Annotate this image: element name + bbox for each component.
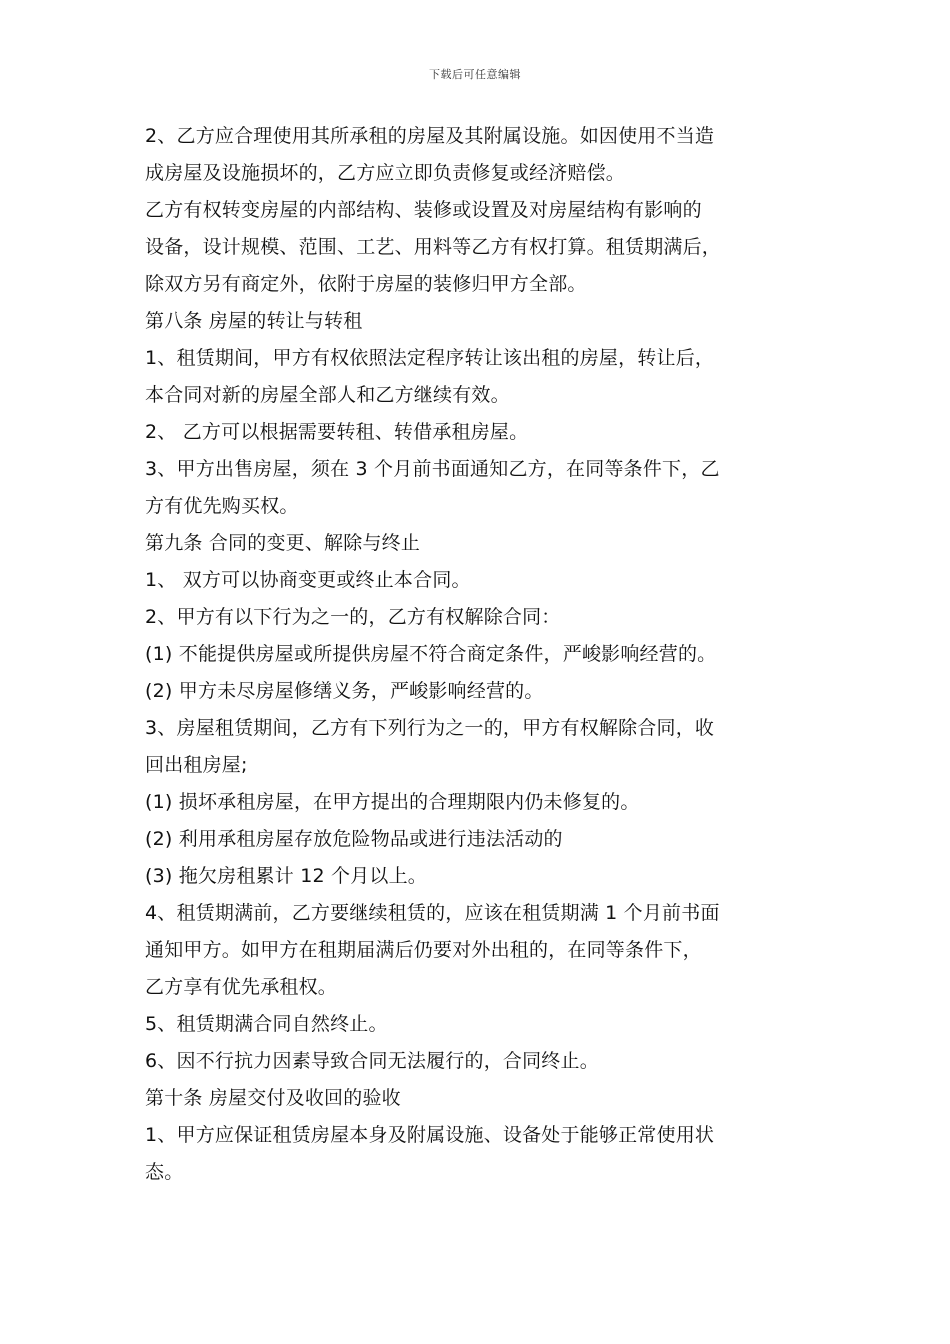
text-line: 3、房屋租赁期间，乙方有下列行为之一的，甲方有权解除合同，收	[145, 717, 715, 739]
section-heading-article-9: 第九条 合同的变更、解除与终止	[145, 532, 421, 554]
document-body	[145, 118, 825, 1191]
text-line: 成房屋及设施损坏的，乙方应立即负责修复或经济赔偿。	[145, 162, 626, 184]
text-line: (2) 甲方未尽房屋修缮义务，严峻影响经营的。	[145, 680, 544, 702]
text-line: 本合同对新的房屋全部人和乙方继续有效。	[145, 384, 510, 406]
text-line: (1) 损坏承租房屋，在甲方提出的合理期限内仍未修复的。	[145, 791, 640, 813]
text-line: (2) 利用承租房屋存放危险物品或进行违法活动的	[145, 828, 563, 850]
text-line: 除双方另有商定外，依附于房屋的装修归甲方全部。	[145, 273, 587, 295]
text-line: 2、 乙方可以根据需要转租、转借承租房屋。	[145, 421, 529, 443]
page-header: 下载后可任意编辑	[429, 68, 521, 81]
text-line: 1、租赁期间，甲方有权依照法定程序转让该出租的房屋，转让后，	[145, 347, 715, 369]
text-line: 3、甲方出售房屋，须在 3 个月前书面通知乙方，在同等条件下，乙	[145, 458, 720, 480]
text-line: 乙方享有优先承租权。	[145, 976, 338, 998]
text-line: (1) 不能提供房屋或所提供房屋不符合商定条件，严峻影响经营的。	[145, 643, 717, 665]
text-line: 2、乙方应合理使用其所承租的房屋及其附属设施。如因使用不当造	[145, 125, 715, 147]
text-line: 回出租房屋;	[145, 754, 248, 776]
text-line: 2、甲方有以下行为之一的，乙方有权解除合同：	[145, 606, 561, 628]
text-line: 态。	[145, 1161, 184, 1183]
text-line: 6、因不行抗力因素导致合同无法履行的，合同终止。	[145, 1050, 599, 1072]
section-heading-article-8: 第八条 房屋的转让与转租	[145, 310, 363, 332]
text-line: 1、甲方应保证租赁房屋本身及附属设施、设备处于能够正常使用状	[145, 1124, 715, 1146]
text-line: 方有优先购买权。	[145, 495, 299, 517]
text-line: 1、 双方可以协商变更或终止本合同。	[145, 569, 471, 591]
text-line: 5、租赁期满合同自然终止。	[145, 1013, 388, 1035]
text-line: (3) 拖欠房租累计 12 个月以上。	[145, 865, 428, 887]
text-line: 通知甲方。如甲方在租期届满后仍要对外出租的，在同等条件下，	[145, 939, 702, 961]
text-line: 设备，设计规模、范围、工艺、用料等乙方有权打算。租赁期满后，	[145, 236, 722, 258]
text-line: 乙方有权转变房屋的内部结构、装修或设置及对房屋结构有影响的	[145, 199, 702, 221]
text-line: 4、租赁期满前，乙方要继续租赁的，应该在租赁期满 1 个月前书面	[145, 902, 720, 924]
section-heading-article-10: 第十条 房屋交付及收回的验收	[145, 1087, 401, 1109]
